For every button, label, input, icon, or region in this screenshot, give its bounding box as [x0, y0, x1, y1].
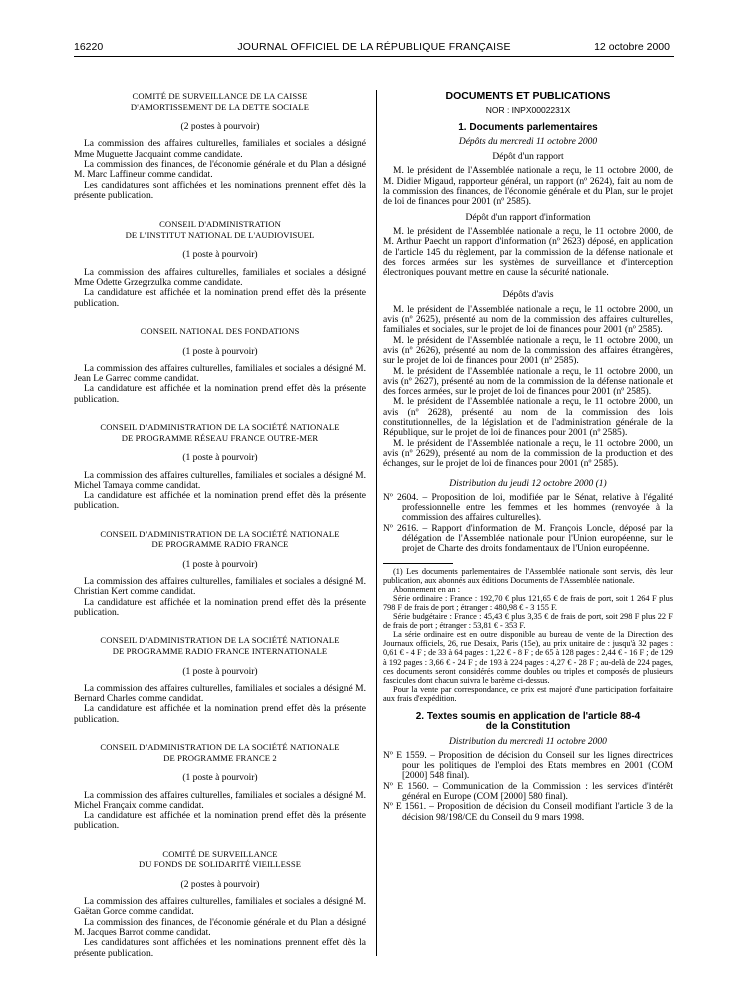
avis-paragraph: M. le président de l'Assemblée nationale a reçu, le 11 octobre 2000, un avis (nº 2628), présenté au nom de la commission des lois constitutionnelles, de la législation et de l'administration générale de la République, sur le projet de loi de finances pour 2001 (nº 2585).: [383, 397, 673, 439]
footnote-paragraph: Série ordinaire : France : 192,70 € plus 121,65 € de frais de port, soit 1 264 F plus 798 F de frais de port ; étranger : 480,98 € - 3 155 F.: [383, 593, 673, 612]
notice-heading: CONSEIL D'ADMINISTRATION DE LA SOCIÉTÉ NATIONALE: [100, 635, 340, 646]
notice-block: [74, 529, 366, 619]
notice-heading-line-2: DE L'INSTITUT NATIONAL DE L'AUDIOVISUEL: [125, 229, 315, 240]
footnote-paragraph: Série budgétaire : France : 45,43 € plus 3,35 € de frais de port, soit 298 F plus 22 F de frais de port ; étranger : 53,81 € - 353 F.: [383, 612, 673, 631]
footnote-rule: [383, 563, 453, 564]
notice-paragraph: La commission des affaires culturelles, familiales et sociales a désigné M. Michel Françaix comme candidat.: [74, 790, 366, 811]
distribution-item: Nº 2616. – Rapport d'information de M. François Loncle, déposé par la délégation de l'Assemblée nationale pour l'Union européenne, sur le projet de Charte des droits fondamentaux de l'Union européenne.: [383, 523, 673, 555]
notice-paragraph: La candidature est affichée et la nomination prend effet dès la présente publication.: [74, 384, 366, 405]
page-header: [0, 41, 748, 55]
notice-block: [74, 635, 366, 725]
footnote-paragraph: (1) Les documents parlementaires de l'Assemblée nationale sont servis, dès leur publication, aux abonnés aux éditions Documents de l'Assemblée nationale.: [383, 566, 673, 585]
notice-block: [74, 422, 366, 512]
notice-paragraph: La candidature est affichée et la nomination prend effet dès la présente publication.: [74, 704, 366, 725]
section-2-item: Nº E 1560. – Communication de la Commission : les services d'intérêt général en Europe (COM [2000] 580 final).: [383, 781, 673, 803]
notice-heading-line-2: DE PROGRAMME RÉSEAU FRANCE OUTRE-MER: [121, 432, 319, 443]
notice-block: [74, 326, 366, 405]
avis-heading: Dépôts d'avis: [502, 290, 554, 301]
issue-date: 12 octobre 2000: [594, 41, 670, 53]
column-divider: [376, 90, 377, 956]
notice-paragraph: La commission des affaires culturelles, familiales et sociales a désigné M. Jean Le Garrec comme candidat.: [74, 363, 366, 385]
notice-paragraph: La candidature est affichée et la nomination prend effet dès la présente publication.: [74, 811, 366, 832]
section-2-item: Nº E 1561. – Proposition de décision du Conseil modifiant l'article 3 de la décision 98/198/CE du Conseil du 9 mars 1998.: [383, 802, 673, 823]
notice-paragraph: La commission des affaires culturelles, familiales et sociales a désigné Mme Muguette Jacquaint comme candidate.: [74, 139, 366, 160]
notice-heading-line-2: DE PROGRAMME RADIO FRANCE INTERNATIONALE: [112, 645, 328, 656]
right-column: [383, 91, 673, 823]
notice-paragraph: La commission des finances, de l'économie générale et du Plan a désigné M. Jacques Barrot comme candidat.: [74, 917, 366, 939]
information-heading: Dépôt d'un rapport d'information: [465, 212, 591, 223]
section-2-date: Distribution du mercredi 11 octobre 2000: [449, 736, 607, 747]
information-paragraph: M. le président de l'Assemblée nationale a reçu, le 11 octobre 2000, de M. Arthur Paecht un rapport d'information (nº 2623) déposé, en application de l'article 145 du règlement, par la commission de la défense nationale et des forces armées sur les systèmes de surveillance et d'interception électroniques pouvant mettre en cause la sécurité nationale.: [383, 226, 673, 279]
notice-heading: CONSEIL D'ADMINISTRATION DE LA SOCIÉTÉ NATIONALE: [100, 422, 340, 433]
notice-paragraph: Les candidatures sont affichées et les nominations prennent effet dès la présente publication.: [74, 938, 366, 959]
notice-heading: CONSEIL D'ADMINISTRATION DE LA SOCIÉTÉ NATIONALE: [100, 742, 340, 753]
header-rule: [74, 56, 674, 57]
notice-paragraph: La commission des affaires culturelles, familiales et sociales a désigné M. Bernard Charles comme candidat.: [74, 683, 366, 705]
distribution-item: Nº 2604. – Proposition de loi, modifiée par le Sénat, relative à l'égalité professionnelle entre les femmes et les hommes (renvoyée à la commission des affaires culturelles).: [383, 492, 673, 524]
section-title: DOCUMENTS ET PUBLICATIONS: [445, 90, 611, 102]
distribution-date: Distribution du jeudi 12 octobre 2000 (1): [449, 478, 607, 489]
avis-paragraph: M. le président de l'Assemblée nationale a reçu, le 11 octobre 2000, un avis (nº 2626), présenté au nom de la commission des affaires étrangères, sur le projet de loi de finances pour 2001 (nº 2585).: [383, 335, 673, 367]
notice-heading: CONSEIL NATIONAL DES FONDATIONS: [140, 325, 300, 336]
section-2-item: Nº E 1559. – Proposition de décision du Conseil sur les lignes directrices pour les politiques de l'emploi des Etats membres en 2001 (COM [2000] 548 final).: [383, 750, 673, 782]
notice-paragraph: La commission des affaires culturelles, familiales et sociales a désigné Mme Odette Grzegrzulka comme candidate.: [74, 267, 366, 289]
footnote-paragraph: Pour la vente par correspondance, ce prix est majoré d'une participation forfaitaire aux frais d'expédition.: [383, 684, 673, 703]
footnote-paragraph: Abonnement en an :: [393, 584, 461, 594]
notice-block: [74, 849, 366, 959]
notice-paragraph: La commission des affaires culturelles, familiales et sociales a désigné M. Gaëtan Gorce comme candidat.: [74, 897, 366, 918]
notice-heading-line-2: D'AMORTISSEMENT DE LA DETTE SOCIALE: [130, 101, 310, 112]
notice-paragraph: La commission des finances, de l'économie générale et du Plan a désigné M. Marc Laffineur comme candidat.: [74, 160, 366, 181]
notice-paragraph: La commission des affaires culturelles, familiales et sociales a désigné M. Michel Tamaya comme candidat.: [74, 470, 366, 491]
notice-block: [74, 91, 366, 201]
posts-count: (2 postes à pourvoir): [180, 122, 260, 133]
posts-count: (1 poste à pourvoir): [182, 250, 258, 261]
depots-date: Dépôts du mercredi 11 octobre 2000: [458, 136, 598, 147]
posts-count: (1 poste à pourvoir): [182, 666, 258, 677]
notice-paragraph: La candidature est affichée et la nomination prend effet dès la présente publication.: [74, 491, 366, 512]
section-1-title: 1. Documents parlementaires: [458, 121, 598, 133]
nor-reference: NOR : INPX0002231X: [485, 105, 571, 116]
avis-paragraph: M. le président de l'Assemblée nationale a reçu, le 11 octobre 2000, un avis (nº 2629), présenté au nom de la commission de la production et des échanges, sur le projet de loi de finances pour 2001 (nº 2585).: [383, 438, 673, 470]
avis-paragraph: M. le président de l'Assemblée nationale a reçu, le 11 octobre 2000, un avis (nº 2625), présenté au nom de la commission des affaires culturelles, familiales et sociales, sur le projet de loi de finances pour 2001 (nº 2585).: [383, 304, 673, 336]
notice-heading-line-2: DU FONDS DE SOLIDARITÉ VIEILLESSE: [138, 859, 302, 870]
notice-paragraph: La candidature est affichée et la nomination prend effet dès la présente publication.: [74, 288, 366, 309]
notice-block: [74, 219, 366, 309]
posts-count: (1 poste à pourvoir): [182, 346, 258, 357]
notice-block: [74, 742, 366, 832]
journal-title: JOURNAL OFFICIEL DE LA RÉPUBLIQUE FRANÇAISE: [237, 41, 511, 53]
notice-heading: COMITÉ DE SURVEILLANCE DE LA CAISSE: [132, 91, 308, 101]
posts-count: (1 poste à pourvoir): [182, 773, 258, 784]
avis-paragraph: M. le président de l'Assemblée nationale a reçu, le 11 octobre 2000, un avis (nº 2627), présenté au nom de la commission de la défense nationale et des forces armées, sur le projet de loi de finances pour 2001 (nº 2585).: [383, 366, 673, 398]
page-number: 16220: [74, 41, 104, 53]
notice-heading: CONSEIL D'ADMINISTRATION DE LA SOCIÉTÉ NATIONALE: [100, 528, 340, 539]
notice-paragraph: Les candidatures sont affichées et les nominations prennent effet dès la présente publication.: [74, 180, 366, 201]
notice-paragraph: La commission des affaires culturelles, familiales et sociales a désigné M. Christian Kert comme candidat.: [74, 577, 366, 598]
posts-count: (2 postes à pourvoir): [180, 879, 260, 890]
section-2-title-line-2: de la Constitution: [485, 721, 571, 733]
posts-count: (1 poste à pourvoir): [182, 559, 258, 570]
posts-count: (1 poste à pourvoir): [182, 453, 258, 464]
rapport-paragraph: M. le président de l'Assemblée nationale a reçu, le 11 octobre 2000, de M. Didier Migaud, rapporteur général, un rapport (nº 2624), fait au nom de la commission des finances, de l'économie générale et du Plan, sur le projet de loi de finances pour 2001 (nº 2585).: [383, 166, 673, 208]
notice-heading-line-2: DE PROGRAMME RADIO FRANCE: [151, 539, 289, 550]
footnote-paragraph: La série ordinaire est en outre disponible au bureau de vente de la Direction des Journaux officiels, 26, rue Desaix, Paris (15e), au prix unitaire de : jusqu'à 32 pages : 0,61 € - 4 F ; de 33 à 64 pages : 1,22 € - 8 F ; de 65 à 128 pages : 2,44 € - 16 F ; de 129 à 192 pages : 3,66 € - 24 F ; de 193 à 224 pages : 4,27 € - 28 F ; au-delà de 224 pages, ces documents seront considérés comme doubles ou triples et composés de plusieurs fascicules dont chacun suivra le barème ci-dessus.: [383, 630, 673, 685]
section-2-title: 2. Textes soumis en application de l'article 88-4: [415, 710, 641, 722]
left-column: [74, 91, 366, 959]
rapport-heading: Dépôt d'un rapport: [492, 152, 564, 163]
notice-heading: CONSEIL D'ADMINISTRATION: [159, 219, 281, 230]
notice-heading: COMITÉ DE SURVEILLANCE: [162, 848, 278, 859]
footnote: [383, 567, 673, 703]
notice-heading-line-2: DE PROGRAMME FRANCE 2: [163, 752, 277, 763]
notice-paragraph: La candidature est affichée et la nomination prend effet dès la présente publication.: [74, 597, 366, 619]
